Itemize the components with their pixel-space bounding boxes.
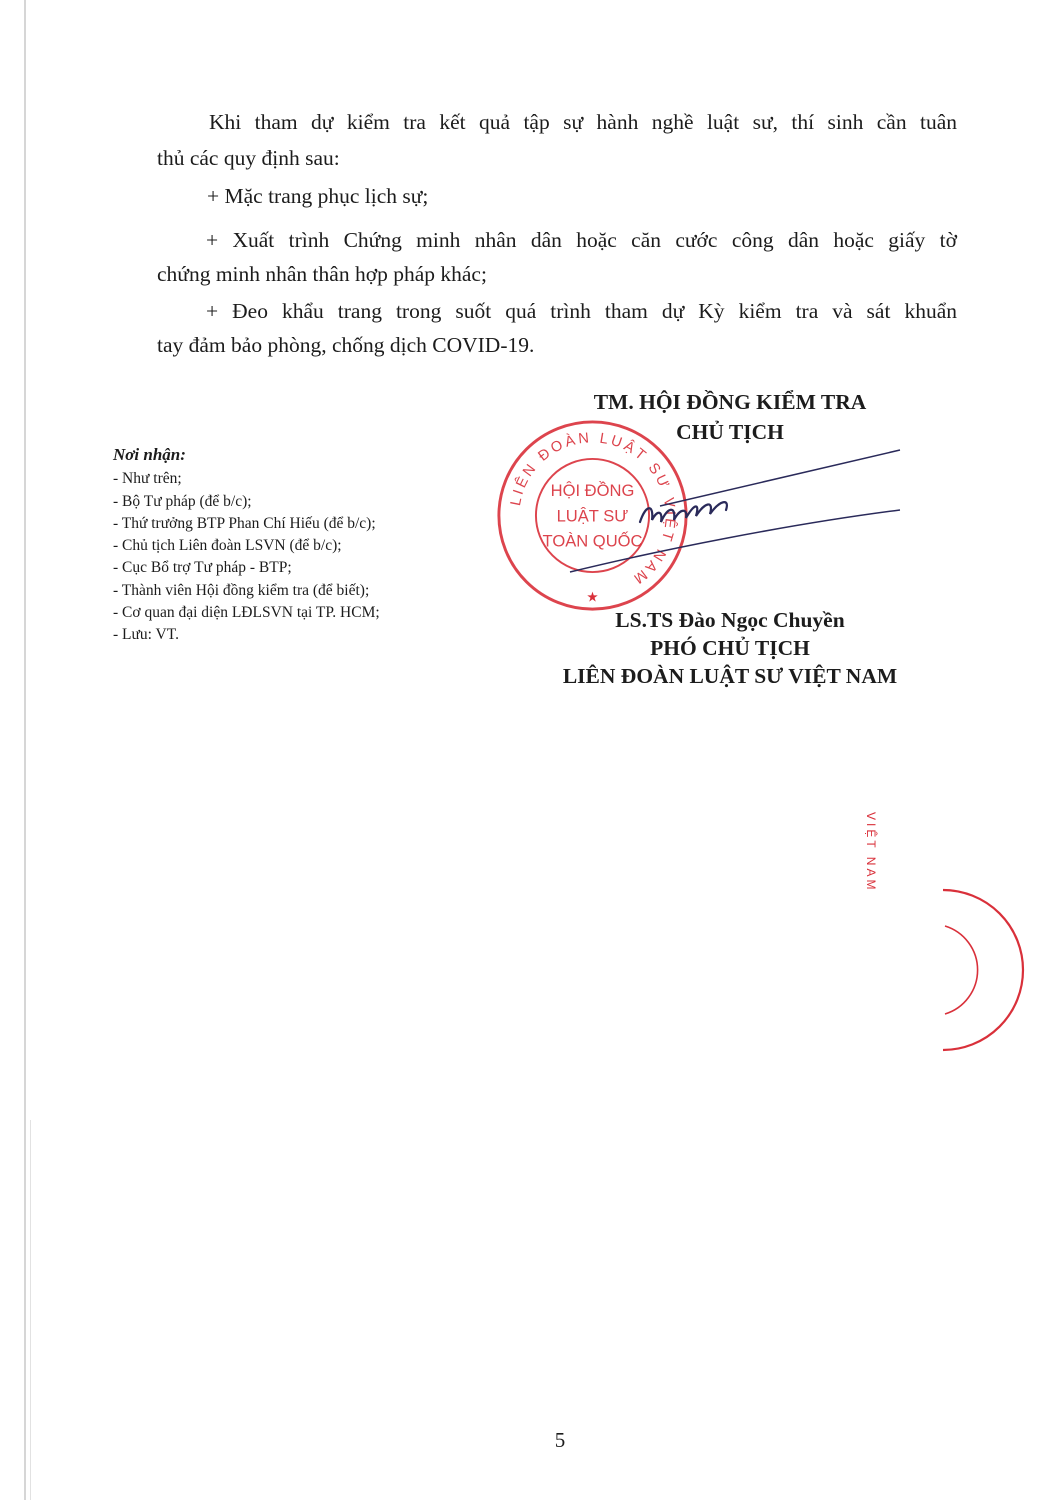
recipient-item: - Chủ tịch Liên đoàn LSVN (để b/c); (113, 537, 342, 555)
paragraph-intro: Khi tham dự kiểm tra kết quả tập sự hành nghề luật sư, thí sinh cần tuân (209, 110, 957, 134)
rule-identification-continued: chứng minh nhân thân hợp pháp khác; (157, 262, 487, 286)
recipient-item: - Cơ quan đại diện LĐLSVN tại TP. HCM; (113, 604, 380, 622)
recipient-item: - Thành viên Hội đồng kiểm tra (để biết); (113, 581, 370, 599)
seal-line-2: LUẬT SƯ (556, 506, 629, 526)
rule-mask-continued: tay đảm bảo phòng, chống dịch COVID-19. (157, 333, 535, 357)
recipient-item: - Thứ trưởng BTP Phan Chí Hiếu (để b/c); (113, 514, 376, 532)
signer-title: PHÓ CHỦ TỊCH (650, 636, 810, 660)
seal-star-icon: ★ (586, 589, 599, 606)
seal-line-3: TOÀN QUỐC (542, 531, 643, 551)
recipients-heading: Nơi nhận: (113, 445, 186, 464)
recipient-item: - Lưu: VT. (113, 626, 179, 644)
scan-edge-line (24, 0, 26, 1500)
recipients-block (113, 444, 380, 647)
seal-ring-text: LIÊN ĐOÀN LUẬT SƯ VIỆT NAM (507, 430, 678, 588)
seal-line-1: HỘI ĐỒNG (550, 481, 635, 500)
handwritten-signature (560, 440, 910, 590)
signature-org-line: TM. HỘI ĐỒNG KIỂM TRA (593, 390, 867, 414)
rule-identification: + Xuất trình Chứng minh nhân dân hoặc căn cước công dân hoặc giấy tờ (206, 228, 957, 252)
rule-mask: + Đeo khẩu trang trong suốt quá trình tham dự Kỳ kiểm tra và sát khuẩn (206, 299, 957, 323)
signature-chair-line: CHỦ TỊCH (676, 420, 784, 444)
signer-organization: LIÊN ĐOÀN LUẬT SƯ VIỆT NAM (562, 664, 898, 688)
recipient-item: - Bộ Tư pháp (để b/c); (113, 492, 252, 510)
recipient-item: - Cục Bổ trợ Tư pháp - BTP; (113, 559, 292, 577)
rule-attire: + Mặc trang phục lịch sự; (207, 184, 429, 208)
paragraph-intro-continued: thủ các quy định sau: (157, 146, 340, 170)
page-number: 5 (554, 1428, 566, 1452)
margin-seal-fragment (864, 812, 1015, 1057)
margin-seal-text: VIỆT NAM (864, 812, 878, 893)
scan-edge-line-secondary (30, 1120, 31, 1500)
recipient-item: - Như trên; (113, 470, 182, 488)
signer-name: LS.TS Đào Ngọc Chuyền (615, 608, 845, 632)
